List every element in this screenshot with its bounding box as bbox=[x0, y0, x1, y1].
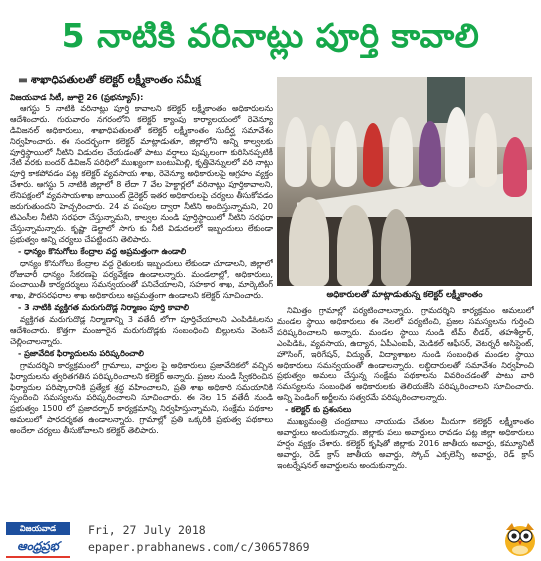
meeting-photo bbox=[277, 77, 532, 286]
body-paragraph: నిమిత్తం గ్రామాల్లో పర్యటించాలన్నారు. గ్రామదర్శిని కార్యక్రమం అమలులో మండల స్థాయి అధికారులు ఈ నెలలో పర్యటించి, ప్రజల సమస్యలను గుర్తించి పరిష్కరించాలని అన్నారు. మండల స్థాయి నుండి టీమ్ లీడర్, తహశీల్దార్, ఎంపిడిఓ, వ్యవసాయ, ఉద్యాన, ఏపీఎంఐపీ, మెడికల్ ఆఫీసర్, వెటర్నరీ అసిస్టెంట్, హౌసింగ్, ఇరిగేషన్, విద్యుత్, విద్యాశాఖల నుండి సంబంధిత మండల స్థాయి అధికారులు సమన్వయంతో ఉండాలన్నారు. లబ్ధిదారులతో సమావేశం నిర్వహించి ప్రభుత్వం అమలు చేస్తున్న సంక్షేమ పథకాలను వివరించడంతో పాటు వారి సమస్యలను సంబంధిత అధికారులకు తెలియజేసి పరిష్కరించాలని సూచించారు. అన్ని పెండింగ్ అర్జీలను సత్వరమే పరిష్కరించాలన్నారు. bbox=[277, 305, 534, 403]
photo-person bbox=[381, 209, 411, 286]
photo-person bbox=[285, 117, 307, 187]
dateline: విజయవాడ సిటీ, జూలై 26 (ప్రభన్యూస్): bbox=[10, 92, 144, 102]
subheadline-text: శాఖాధిపతులతో కలెక్టర్ లక్ష్మీకాంతం సమీక్ష bbox=[30, 74, 201, 86]
arrow-icon: ▬ bbox=[18, 74, 28, 86]
article-subheadline bbox=[18, 72, 268, 88]
section-heading: - 3 నాటికి వ్యక్తిగత మరుగుదొడ్ల నిర్మాణం పూర్తి కావాలి bbox=[18, 302, 190, 313]
photo-person bbox=[475, 113, 497, 187]
body-paragraph: ముఖ్యమంత్రి చంద్రబాబు నాయుడు చేతుల మీదుగా కలెక్టర్ లక్ష్మీకాంతం అవార్డులు అందుకున్నారు. జిల్లాకు పలు అవార్డులు రావడం పట్ల జిల్లా అధికారులు హర్షం వ్యక్తం చేశారు. కలెక్టర్ కృషితో జిల్లాకు 2016 జాతీయ అవార్డు, కమ్యూనిటీ అవార్డు, రెడ్ క్రాస్ జాతీయ అవార్డు, స్కోచ్ ఎక్సలెన్సీ అవార్డు, రెడ్ క్రాస్ ఇంటర్నేషనల్ అవార్డులను అందుకున్నారు. bbox=[277, 416, 534, 470]
section-heading: - ప్రజావేదిక ఫిర్యాదులను పరిష్కరించాలి bbox=[18, 347, 144, 358]
epaper-url[interactable]: epaper.prabhanews.com/c/30657869 bbox=[88, 540, 310, 554]
article-column-left bbox=[10, 92, 273, 515]
photo-person bbox=[503, 137, 527, 197]
photo-person bbox=[337, 205, 373, 286]
photo-person bbox=[389, 117, 413, 187]
epaper-footer bbox=[0, 518, 541, 559]
newspaper-logo[interactable] bbox=[6, 522, 70, 556]
body-paragraph: ధాన్యం కొనుగోలు కేంద్రాల వద్ద రైతులకు ఇబ్బందులు లేకుండా చూడాలని, జిల్లాలో రోజువారీ ధాన్యం సేకరణపై పర్యవేక్షణ ఉండాలన్నారు. మండలాల్లో, అధికారులు, పంచాయితీ కార్యదర్శులు సమన్వయంతో పనిచేయాలని, సహకార శాఖ, మార్కెటింగ్ శాఖ, పౌరసరఫరాల శాఖ అధికారులు అప్రమత్తంగా ఉండాలని కలెక్టర్ సూచించారు. bbox=[10, 257, 273, 301]
article-column-right bbox=[277, 305, 534, 515]
photo-person bbox=[289, 197, 329, 286]
photo-person bbox=[445, 107, 469, 187]
section-heading: - ధాన్యం కొనుగోలు కేంద్రాల వద్ద అప్రమత్తంగా ఉండాలి bbox=[18, 245, 187, 256]
article-headline: 5 నాటికి వరినాట్లు పూర్తి కావాలి bbox=[61, 16, 480, 55]
body-paragraph: ఆగస్టు 5 నాటికి వరినాట్లు పూర్తి కావాలని కలెక్టర్ లక్ష్మీకాంతం అధికారులను ఆదేశించారు. గురువారం నగరంలోని కలెక్టర్ క్యాంపు కార్యాలయంలో రెవెన్యూ డివిజనల్ అధికారులు, శాఖాధిపతులతో కలెక్టర్ లక్ష్మీకాంతం సుదీర్ఘ సమావేశం నిర్వహించారు. ఈ సందర్భంగా కలెక్టర్ మాట్లాడుతూ, జిల్లాలోని అన్ని కాల్వలకు పూర్తిస్థాయిలో నీటిని విడుదల చేయడంతో పాటు వర్షాలు పుష్కలంగా కురిసినప్పటికీ నేటి వరకు బందర్ డివిజన్ పరిధిలో ముఖ్యంగా బంటుమిల్లి, కృత్తివెన్నులలో వరి నాట్లు పూర్తి కాకపోవడం పట్ల కలెక్టర్ వ్యవసాయ శాఖ, రెవెన్యూ అధికారులపై ఆగ్రహం వ్యక్తం చేశారు. ఆగస్టు 5 నాటికి జిల్లాలో 8 లేదా 7 వేల హెక్టార్లలో వరినాట్లు పూర్తికావాలని, లేనిపక్షంలో వ్యవసాయశాఖ జాయింట్ డైరెక్టర్ ఇతర అధికారులపై చర్యలు తీసుకోవడం జరుగుతుందని హెచ్చరించారు. 24 వ పంపుల ద్వారా నీటిని అందిస్తున్నామని, 20 టిఎంసీల నీటిని సరఫరా చేస్తున్నామని, కాల్వల నుండి పూర్తిస్థాయిలో నీటిని సరఫరా చేస్తున్నామన్నారు. కృష్ణా డెల్టాలో సాగు కు నీటి విడుదలలో ఇబ్బందులు లేకుండా ప్రభుత్వం అన్ని చర్యలు చేపట్టిందని తెలిపారు. bbox=[10, 102, 273, 244]
owl-mascot-icon bbox=[503, 520, 537, 557]
photo-caption: అధికారులతో మాట్లాడుతున్న కలెక్టర్ లక్ష్మీకాంతం bbox=[326, 290, 483, 300]
logo-brand-name: ఆంధ్రప్రభ bbox=[6, 536, 70, 558]
section-heading: - కలెక్టర్ కు ప్రశంసలు bbox=[285, 404, 352, 415]
photo-person bbox=[419, 121, 441, 187]
photo-person bbox=[363, 123, 383, 187]
edition-date: Fri, 27 July 2018 bbox=[88, 523, 206, 537]
photo-person bbox=[335, 121, 357, 187]
body-paragraph: గ్రామదర్శిని కార్యక్రమంలో గ్రామాలు, వార్డుల పై అధికారులు ప్రజావేదికలో వచ్చిన ఫిర్యాదులను త్వరితగతిన పరిష్కరించాలని కలెక్టర్ అన్నారు. ప్రజల నుండి స్వీకరించిన ఫిర్యాదుల పరిష్కారానికి ప్రత్యేక శ్రద్ధ వహించాలని, ప్రతి శాఖ అధికారి సమయానికి స్పందించి సమస్యలను పరిష్కరించాలని సూచించారు. ఈ నెల 15 వతేదీ నుండి ప్రభుత్వం 1500 లో ప్రజాదర్బార్ కార్యక్రమాన్ని నిర్వహిస్తున్నామని, సంక్షేమ పథకాల అమలులో పారదర్శకత ఉండాలన్నారు. గ్రామాల్లో ప్రతి ఒక్కరికి ప్రభుత్వ పథకాలు అందేలా చర్యలు తీసుకోవాలని కలెక్టర్ తెలిపారు. bbox=[10, 359, 273, 436]
logo-edition-city: విజయవాడ bbox=[6, 522, 70, 535]
body-paragraph: వ్యక్తిగత మరుగుదొడ్ల నిర్మాణాన్ని 3 వతేదీ లోగా పూర్తిచేయాలని ఎంపిడిఓలను ఆదేశించారు. కొత్తగా మంజూరైన మరుగుదొడ్లకు సంబంధించి బిల్లులను వెంటనే చెల్లించాలన్నారు. bbox=[10, 314, 273, 346]
photo-person bbox=[311, 125, 331, 187]
